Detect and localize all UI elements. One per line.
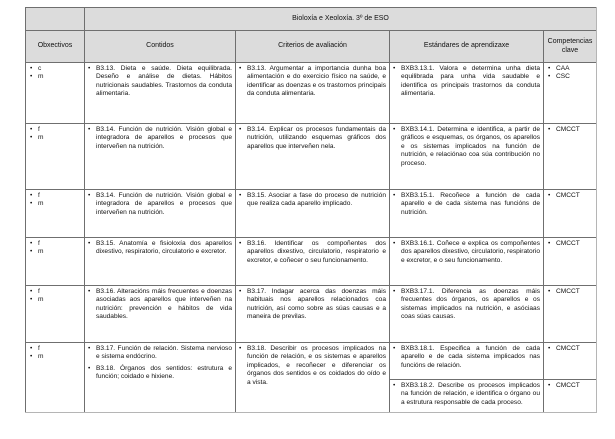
objective-item: • m (30, 200, 81, 208)
standards-cell (390, 63, 544, 124)
table-row (26, 238, 597, 286)
competence-item: • CAA (548, 65, 593, 73)
objective-item: • f (30, 126, 81, 134)
competences-cell (544, 63, 597, 124)
contents-cell (85, 343, 236, 414)
standard-item: • BXB3.17.1. Diferencia as doenzas máis frecuentes dos órganos, os aparellos e os sistemas implicados na nutrición, e asóciaas coas súas causas. (393, 288, 540, 322)
objectives-cell (26, 238, 85, 286)
table-title: Bioloxía e Xeoloxía. 3º de ESO (85, 8, 597, 31)
table-row (26, 124, 597, 190)
criterion-item: • B3.13. Argumentar a importancia dunha boa alimentación e do exercicio físico na saúde, e identificar as doenzas e os trastornos principais da conduta alimentaria. (239, 65, 386, 99)
standards-cell (390, 124, 544, 190)
content-item: • B3.14. Función de nutrición. Visión global e integradora de aparellos e procesos que interveñen na nutrición. (88, 192, 232, 217)
table-row (26, 63, 597, 124)
standards-cell (390, 343, 544, 380)
competence-item: • CMCCT (548, 345, 593, 353)
competence-item: • CMCCT (548, 240, 593, 248)
objective-item: • m (30, 296, 81, 304)
objectives-cell (26, 286, 85, 343)
standards-cell (390, 238, 544, 286)
objective-item: • c (30, 65, 81, 73)
contents-cell (85, 190, 236, 238)
content-item: • B3.17. Función de relación. Sistema nervioso e sistema endócrino. (88, 345, 232, 362)
standard-item: • BXB3.15.1. Recoñece a función de cada aparello e de cada sistema nas funcións de nutrición. (393, 192, 540, 217)
competence-item: • CMCCT (548, 192, 593, 200)
header-objectives: Obxectivos (26, 31, 85, 63)
curriculum-document (25, 7, 597, 413)
criteria-cell (236, 286, 390, 343)
competence-item: • CSC (548, 73, 593, 81)
content-item: • B3.18. Órganos dos sentidos: estrutura e función; coidado e hixiene. (88, 365, 232, 382)
standards-cell (390, 380, 544, 414)
objectives-cell (26, 63, 85, 124)
competence-item: • CMCCT (548, 288, 593, 296)
curriculum-table (25, 7, 597, 413)
criterion-item: • B3.16. Identificar os compoñentes dos aparellos dixestivo, circulatorio, respiratorio e excretor, e coñecer o seu funcionamento. (239, 240, 386, 265)
criterion-item: • B3.18. Describir os procesos implicados na función de relación, e os sistemas e aparellos implicados, e recoñecer e diferenciar os órganos dos sentidos e os coidados do oído e a vista. (239, 345, 386, 387)
criteria-cell (236, 63, 390, 124)
standards-cell (390, 286, 544, 343)
competence-item: • CMCCT (548, 126, 593, 134)
criterion-item: • B3.17. Indagar acerca das doenzas máis habituais nos aparellos relacionados coa nutrición, así como sobre as súas causas e a maneira de previlas. (239, 288, 386, 322)
objective-item: • f (30, 345, 81, 353)
objectives-cell (26, 343, 85, 414)
header-competences: Competencias clave (544, 31, 597, 63)
objective-item: • m (30, 248, 81, 256)
objective-item: • f (30, 192, 81, 200)
criteria-cell (236, 343, 390, 414)
header-criteria: Criterios de avaliación (236, 31, 390, 63)
criterion-item: • B3.14. Explicar os procesos fundamentais da nutrición, utilizando esquemas gráficos dos aparellos que interveñen nela. (239, 126, 386, 151)
criteria-cell (236, 190, 390, 238)
contents-cell (85, 238, 236, 286)
objective-item: • f (30, 288, 81, 296)
competences-cell (544, 190, 597, 238)
standard-item: • BXB3.16.1. Coñece e explica os compoñentes dos aparellos dixestivo, circulatorio, respiratorio e excretor, e o seu funcionamento. (393, 240, 540, 265)
table-row (26, 343, 597, 380)
content-item: • B3.14. Función de nutrición. Visión global e integradora de aparellos e procesos que interveñen na nutrición. (88, 126, 232, 151)
header-row (26, 31, 597, 63)
title-corner-cell (26, 8, 85, 31)
competence-item: • CMCCT (548, 382, 593, 390)
objectives-cell (26, 190, 85, 238)
table-row (26, 286, 597, 343)
competences-cell (544, 124, 597, 190)
criterion-item: • B3.15. Asociar a fase do proceso de nutrición que realiza cada aparello implicado. (239, 192, 386, 209)
objective-item: • m (30, 73, 81, 81)
competences-cell (544, 380, 597, 414)
standards-cell (390, 190, 544, 238)
objective-item: • m (30, 353, 81, 361)
competences-cell (544, 286, 597, 343)
criteria-cell (236, 238, 390, 286)
standard-item: • BXB3.18.2. Describe os procesos implicados na función de relación, e identifica o órgano ou a estrutura responsable de cada proceso. (393, 382, 540, 407)
criteria-cell (236, 124, 390, 190)
content-item: • B3.16. Alteracións máis frecuentes e doenzas asociadas aos aparellos que interveñen na nutrición: prevención e hábitos de vida saudables. (88, 288, 232, 322)
table-row (26, 190, 597, 238)
competences-cell (544, 238, 597, 286)
header-standards: Estándares de aprendizaxe (390, 31, 544, 63)
objective-item: • m (30, 134, 81, 142)
contents-cell (85, 63, 236, 124)
competences-cell (544, 343, 597, 380)
table-title-row (26, 8, 597, 31)
objectives-cell (26, 124, 85, 190)
content-item: • B3.15. Anatomía e fisioloxía dos aparellos dixestivo, respiratorio, circulatorio e excretor. (88, 240, 232, 257)
header-contents: Contidos (85, 31, 236, 63)
standard-item: • BXB3.14.1. Determina e identifica, a partir de gráficos e esquemas, os órganos, os aparellos e os sistemas implicados na función de nutrición, e relaciónao coa súa contribución no proceso. (393, 126, 540, 168)
contents-cell (85, 286, 236, 343)
content-item: • B3.13. Dieta e saúde. Dieta equilibrada. Deseño e análise de dietas. Hábitos nutricionais saudables. Trastornos da conduta alimentaria. (88, 65, 232, 99)
objective-item: • f (30, 240, 81, 248)
contents-cell (85, 124, 236, 190)
standard-item: • BXB3.18.1. Especifica a función de cada aparello e de cada sistema implicados nas funcións de relación. (393, 345, 540, 370)
standard-item: • BXB3.13.1. Valora e determina unha dieta equilibrada para unha vida saudable e identifica os principais trastornos da conduta alimentaria. (393, 65, 540, 99)
